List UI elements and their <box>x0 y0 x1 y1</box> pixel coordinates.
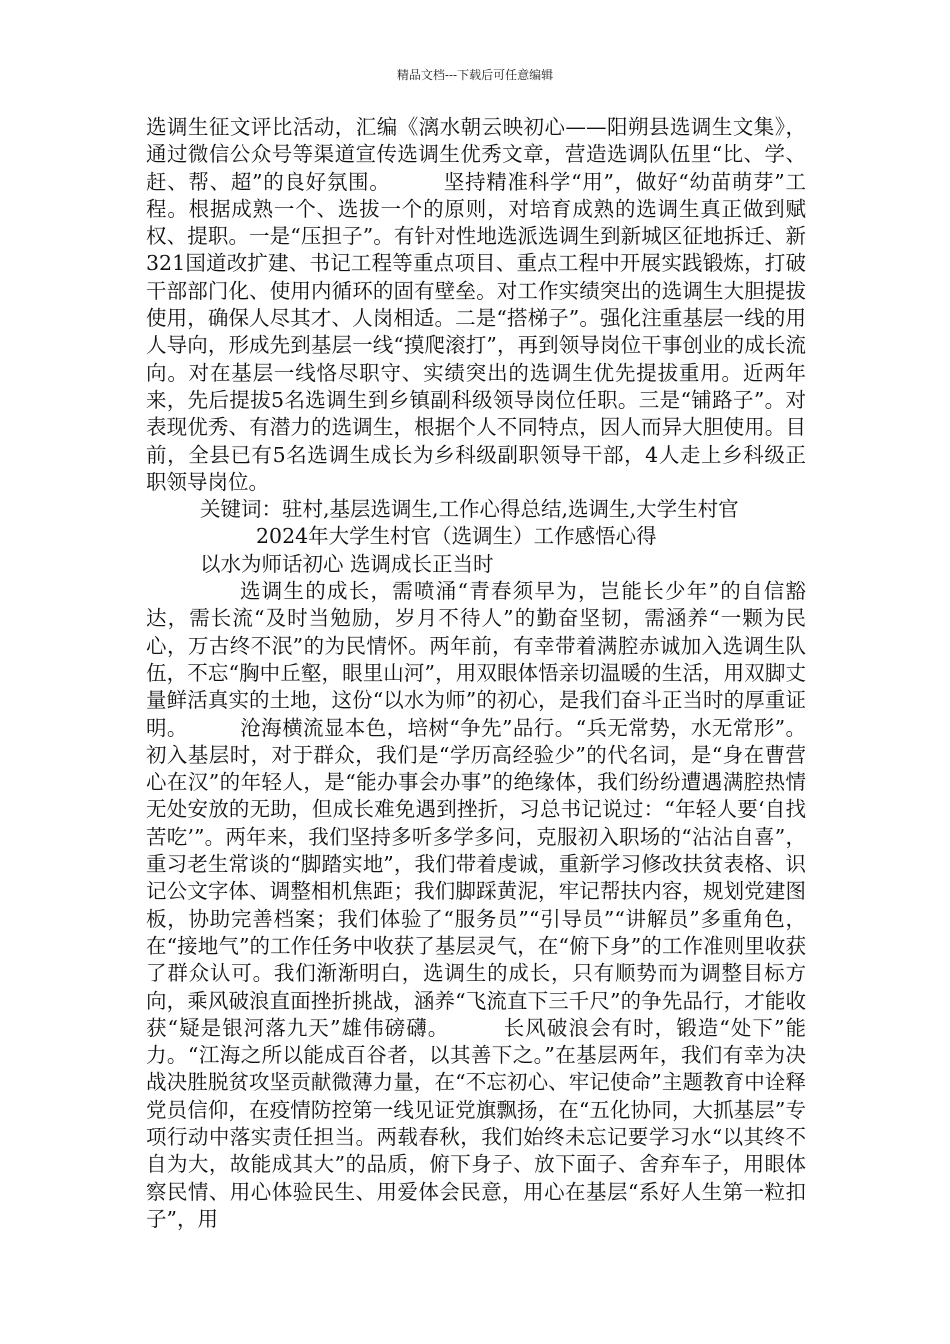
keywords-line: 关键词：驻村,基层选调生,工作心得总结,选调生,大学生村官 <box>200 497 739 522</box>
article-title: 2024年大学生村官（选调生）工作感悟心得 <box>256 524 657 549</box>
body-paragraph: 选调生的成长，需喷涌“青春须早为，岂能长少年”的自信豁达，需长流“及时当勉励，岁月不待人”的勤奋坚韧，需涵养“一颗为民心，万古终不泯”的为民情怀。两年前，有幸带着满腔赤诚加入选调生队伍，不忘“胸中丘壑，眼里山河”，用双眼体悟亲切温暖的生活，用双脚丈量鲜活真实的土地，这份“以水为师”的初心，是我们奋斗正当时的厚重证明。 沧海横流显本色，培树“争先”品行。“兵无常势，水无常形”。初入基层时，对于群众，我们是“学历高经验少”的代名词，是“身在曹营心在汉”的年轻人，是“能办事会办事”的绝缘体，我们纷纷遭遇满腔热情无处安放的无助，但成长难免遇到挫折，习总书记说过：“年轻人要‘自找苦吃’”。两年来，我们坚持多听多学多问，克服初入职场的“沾沾自喜”，重习老生常谈的“脚踏实地”，我们带着虔诚，重新学习修改扶贫表格、识记公文字体、调整相机焦距；我们脚踩黄泥，牢记帮扶内容，规划党建图板，协助完善档案；我们体验了“服务员”“引导员”“讲解员”多重角色，在“接地气”的工作任务中收获了基层灵气，在“俯下身”的工作准则里收获了群众认可。我们渐渐明白，选调生的成长，只有顺势而为调整目标方向，乘风破浪直面挫折挑战，涵养“飞流直下三千尺”的争先品行，才能收获“疑是银河落九天”雄伟磅礴。 长风破浪会有时，锻造“处下”能力。“江海之所以能成百谷者，以其善下之。”在基层两年，我们有幸为决战决胜脱贫攻坚贡献微薄力量，在“不忘初心、牢记使命”主题教育中诠释党员信仰，在疫情防控第一线见证党旗飘扬，在“五化协同，大抓基层”专项行动中落实责任担当。两载春秋，我们始终未忘记要学习水“以其终不自为大，故能成其大”的品质，俯下身子、放下面子、舍弃车子，用眼体察民情、用心体验民生、用爱体会民意，用心在基层“系好人生第一粒扣子”，用 <box>146 579 806 1231</box>
document-body <box>146 114 806 1233</box>
article-subtitle: 以水为师话初心 选调成长正当时 <box>200 551 494 576</box>
body-paragraph: 选调生征文评比活动，汇编《漓水朝云映初心——阳朔县选调生文集》，通过微信公众号等渠道宣传选调生优秀文章，营造选调队伍里“比、学、赶、帮、超”的良好氛围。 坚持精准科学“用”，做好“幼苗萌芽”工程。根据成熟一个、选拔一个的原则，对培育成熟的选调生真正做到赋权、提职。一是“压担子”。有针对性地选派选调生到新城区征地拆迁、新321国道改扩建、书记工程等重点项目、重点工程中开展实践锻炼，打破干部部门化、使用内循环的固有壁垒。对工作实绩突出的选调生大胆提拔使用，确保人尽其才、人岗相适。二是“搭梯子”。强化注重基层一线的用人导向，形成先到基层一线“摸爬滚打”，再到领导岗位干事创业的成长流向。对在基层一线恪尽职守、实绩突出的选调生优先提拔重用。近两年来，先后提拔5名选调生到乡镇副科级领导岗位任职。三是“铺路子”。对表现优秀、有潜力的选调生，根据个人不同特点，因人而异大胆使用。目前，全县已有5名选调生成长为乡科级副职领导干部，4人走上乡科级正职领导岗位。 <box>146 115 806 494</box>
page-header: 精品文档---下载后可任意编辑 <box>396 68 554 82</box>
